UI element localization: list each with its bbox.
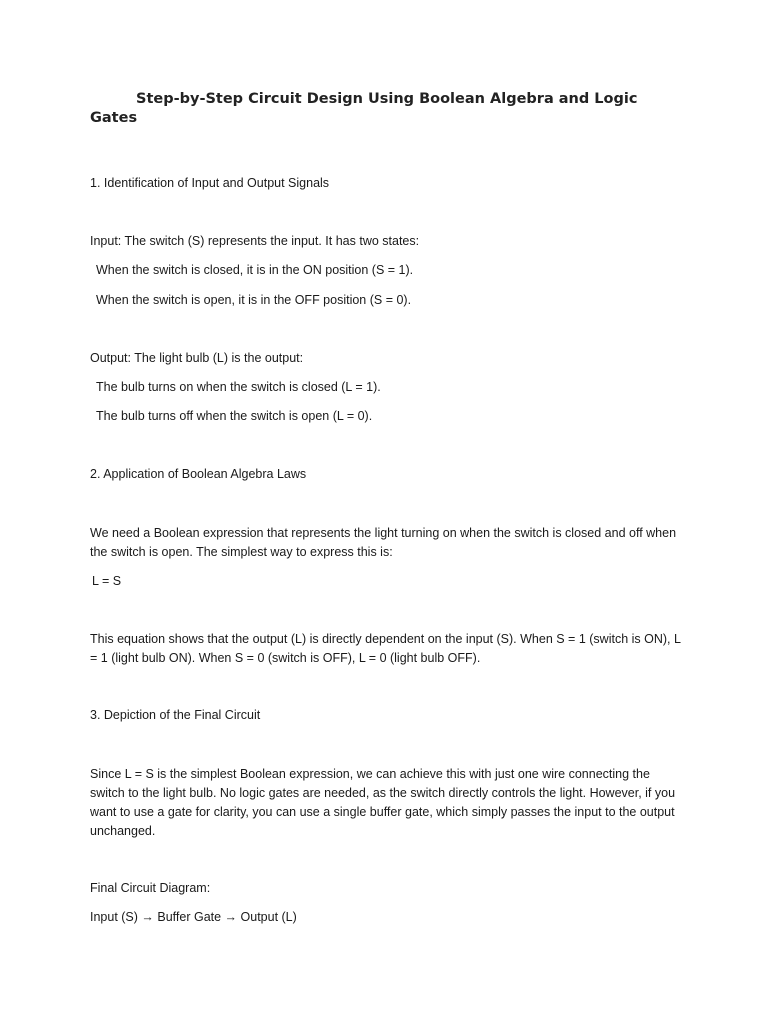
output-intro: Output: The light bulb (L) is the output: (90, 351, 304, 365)
diagram-label: Final Circuit Diagram: (90, 881, 211, 895)
input-off-state: When the switch is open, it is in the OFF position (S = 0). (96, 293, 412, 307)
input-intro: Input: The switch (S) represents the input. It has two states: (90, 234, 420, 248)
section-2-paragraph-2: This equation shows that the output (L) is directly dependent on the input (S). When S = 1 (switch is ON), L = 1 (light bulb ON). When S = 0 (switch is OFF), L = 0 (light bulb OFF). (90, 632, 681, 665)
section-2-heading: 2. Application of Boolean Algebra Laws (90, 467, 307, 481)
document-title: Step-by-Step Circuit Design Using Boolean Algebra and Logic Gates (90, 91, 638, 126)
circuit-diagram-text: Input (S) → Buffer Gate → Output (L) (90, 910, 297, 924)
section-1-heading: 1. Identification of Input and Output Signals (90, 176, 330, 190)
section-2-paragraph-1: We need a Boolean expression that represents the light turning on when the switch is closed and off when the switch is open. The simplest way to express this is: (90, 526, 677, 559)
boolean-equation: L = S (92, 574, 122, 588)
input-on-state: When the switch is closed, it is in the ON position (S = 1). (96, 263, 414, 277)
output-on-state: The bulb turns on when the switch is closed (L = 1). (96, 380, 381, 394)
section-3-heading: 3. Depiction of the Final Circuit (90, 708, 261, 722)
output-off-state: The bulb turns off when the switch is open (L = 0). (96, 409, 373, 423)
section-3-paragraph: Since L = S is the simplest Boolean expression, we can achieve this with just one wire connecting the switch to the light bulb. No logic gates are needed, as the switch directly controls the light. However, if you want to use a gate for clarity, you can use a single buffer gate, which simply passes the input to the output unchanged. (90, 767, 676, 838)
